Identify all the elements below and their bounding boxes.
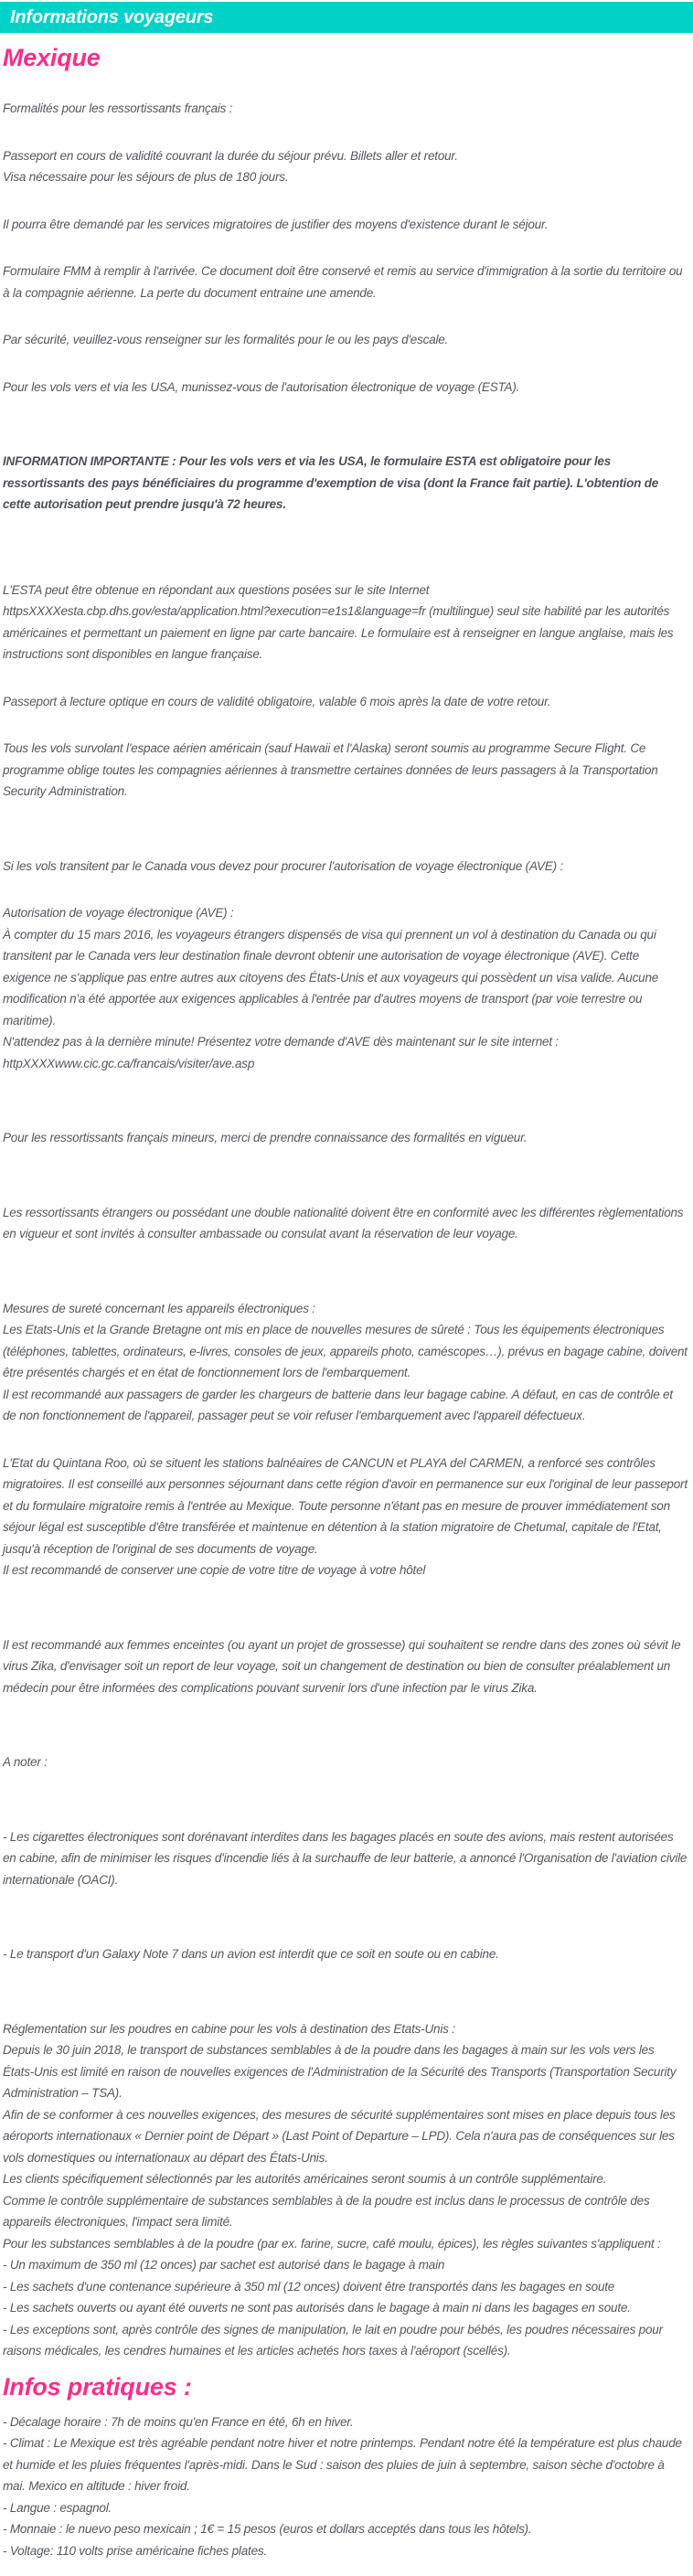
zika-warning: Il est recommandé aux femmes enceintes (ou ayant un projet de grossesse) qui souhaitent se rendre dans des zones où sévit le virus Zika, d'envisager soit un report de leur voyage, soit un changement de destination ou bien de consulter préalablement un médecin pour être informées des complications pouvant survenir lors d'une infection par le virus Zika. <box>3 1637 681 1695</box>
optical-passport: Passeport à lecture optique en cours de validité obligatoire, valable 6 mois après la date de votre retour. <box>3 694 551 708</box>
quintana-roo: L'Etat du Quintana Roo, où se situent les stations balnéaires de CANCUN et PLAYA del CARMEN, a renforcé ses contrôles migratoires. Il est conseillé aux personnes séjournant dans cette région d'avoir en permanence sur eux l'original de leur passeport et du formulaire migratoire remis à l'entrée au Mexique. Toute personne n'étant pas en mesure de prouver immédiatement son séjour légal est susceptible d'être transférée et maintenue en détention à la station migratoire de Chetumal, capitale de l'Etat, jusqu'à réception de l'original de ses documents de voyage. Il est recommandé de conserver une copie de votre titre de voyage à votre hôtel <box>3 1455 688 1577</box>
content <box>0 43 693 2576</box>
fmm-form: Formulaire FMM à remplir à l'arrivée. Ce document doit être conservé et remis au service d'immigration à la sortie du territoire ou à la compagnie aérienne. La perte du document entraine une amende. <box>3 264 683 300</box>
escale-advice: Par sécurité, veuillez-vous renseigner sur les formalités pour le ou les pays d'escale. <box>3 333 449 346</box>
electronic-devices-security: Mesures de sureté concernant les appareils électroniques : Les Etats-Unis et la Grande Bretagne ont mis en place de nouvelles mesures de sûreté : Tous les équipements électroniques (téléphones, tablettes, ordinateurs, e-livres, consoles de jeux, appareils photo, caméscopes…), prévus en bagage cabine, doivent être présentés chargés et en état de fonctionnement lors de l'embarquement. Il est recommandé aux passagers de garder les chargeurs de batterie dans leur bagage cabine. A défaut, en cas de contrôle et de non fonctionnement de l'appareil, passager peut se voir refuser l'embarquement avec l'appareil défectueux. <box>3 1301 688 1422</box>
secure-flight: Tous les vols survolant l'espace aérien américain (sauf Hawaii et l'Alaska) seront soumis au programme Secure Flight. Ce programme oblige toutes les compagnies aériennes à transmettre certaines données de leurs passagers à la Transportation Security Administration. <box>3 741 658 798</box>
practical-info-list: - Décalage horaire : 7h de moins qu'en France en été, 6h en hiver. - Climat : Le Mexique est très agréable pendant notre hiver et notre printemps. Pendant notre été la température est plus chaude et humide et les pluies fréquentes l'après-midi. Dans le Sud : saison des pluies de juin à septembre, saison sèche d'octobre à mai. Mexico en altitude : hiver froid. - Langue : espagnol. - Monnaie : le nuevo peso mexicain ; 1€ = 15 pesos (euros et dollars acceptés dans tous les hôtels). - Voltage: 110 volts prise américaine fiches plates. <box>3 2414 682 2558</box>
page-title: Informations voyageurs <box>10 6 214 27</box>
esta-website: L'ESTA peut être obtenue en répondant aux questions posées sur le site Internet httpsXXXXesta.cbp.dhs.gov/esta/application.html?execution=e1s1&language=fr (multilingue) seul site habilité par les autorités américaines et permettant un paiement en ligne par carte bancaire. Le formulaire est à renseigner en langue anglaise, mais les instructions sont disponibles en langue française. <box>3 582 674 661</box>
country-title: Mexique <box>3 44 101 71</box>
powder-regulation: Réglementation sur les poudres en cabine pour les vols à destination des Etats-Unis : Depuis le 30 juin 2018, le transport de substances semblables à de la poudre dans les bagages à main sur les vols vers les États-Unis est limité en raison de nouvelles exigences de l'Administration de la Sécurité des Transports (Transportation Security Administration – TSA). Afin de se conformer à ces nouvelles exigences, des mesures de sécurité supplémentaires sont mises en place depuis tous les aéroports internationaux « Dernier point de Départ » (Last Point of Departure – LPD). Cela n'aura pas de conséquences sur les vols domestiques ou internationaux au départ des États-Unis. Les clients spécifiquement sélectionnés par les autorités américaines seront soumis à un contrôle supplémentaire. Comme le contrôle supplémentaire de substances semblables à de la poudre est inclus dans le processus de contrôle des appareils électroniques, l'impact sera limité. Pour les substances semblables à de la poudre (par ex. farine, sucre, café moulu, épices), les règles suivantes s'appliquent : - Un maximum de 350 ml (12 onces) par sachet est autorisé dans le bagage à main - Les sachets d'une contenance supérieure à 350 ml (12 onces) doivent être transportés dans les bagages en soute - Les sachets ouverts ou ayant été ouverts ne sont pas autorisés dans le bagage à main ni dans les bagages en soute. - Les exceptions sont, après contrôle des signes de manipulation, le lait en poudre pour bébés, les poudres nécessaires pour raisons médicales, les cendres humaines et les articles achetés hors taxes à l'aéroport (scellés). <box>3 2021 677 2358</box>
foreign-nationals: Les ressortissants étrangers ou possédant une double nationalité doivent être en conformité avec les différentes règlementations en vigueur et sont invités à consulter ambassade ou consulat avant la réservation de leur voyage. <box>3 1205 684 1240</box>
passport-visa: Passeport en cours de validité couvrant la durée du séjour prévu. Billets aller et retour. Visa nécessaire pour les séjours de plus de 180 jours. <box>3 148 458 184</box>
means-of-existence: Il pourra être demandé par les services migratoires de justifier des moyens d'existence durant le séjour. <box>3 217 549 231</box>
minors-formalities: Pour les ressortissants français mineurs, merci de prendre connaissance des formalités en vigueur. <box>3 1131 528 1144</box>
canada-transit: Si les vols transitent par le Canada vous devez pour procurer l'autorisation de voyage électronique (AVE) : <box>3 858 564 873</box>
galaxy-note7-ban: - Le transport d'un Galaxy Note 7 dans un avion est interdit que ce soit en soute ou en cabine. <box>3 1947 499 1961</box>
ave-details: Autorisation de voyage électronique (AVE) : À compter du 15 mars 2016, les voyageurs étrangers dispensés de visa qui prennent un vol à destination du Canada ou qui transitent par le Canada vers leur destination finale devront obtenir une autorisation de voyage électronique (AVE). Cette exigence ne s'applique pas entre autres aux citoyens des États-Unis et aux voyageurs qui possèdent un visa valide. Aucune modification n'a été apportée aux exigences applicables à l'entrée par d'autres moyens de transport (par voie terrestre ou maritime). N'attendez pas à la dernière minute! Présentez votre demande d'AVE dès maintenant sur le site internet : httpXXXXwww.cic.gc.ca/francais/visiter/ave.asp <box>3 906 659 1070</box>
esta-notice: Pour les vols vers et via les USA, munissez-vous de l'autorisation électronique de voyage (ESTA). <box>3 379 520 394</box>
a-noter: A noter : <box>3 1755 48 1769</box>
e-cigarettes: - Les cigarettes électroniques sont dorénavant interdites dans les bagages placés en soute des avions, mais restent autorisées en cabine, afin de minimiser les risques d'incendie liés à la surchauffe de leur batterie, a annoncé l'Organisation de l'aviation civile internationale (OACI). <box>3 1829 688 1887</box>
page-header-bar <box>0 2 693 33</box>
infos-pratiques-title: Infos pratiques : <box>3 2372 192 2400</box>
important-info: INFORMATION IMPORTANTE : Pour les vols vers et via les USA, le formulaire ESTA est obligatoire pour les ressortissants des pays bénéficiaires du programme d'exemption de visa (dont la France fait partie). L'obtention de cette autorisation peut prendre jusqu'à 72 heures. <box>3 454 659 511</box>
formalities-heading: Formalités pour les ressortissants français : <box>3 101 233 115</box>
